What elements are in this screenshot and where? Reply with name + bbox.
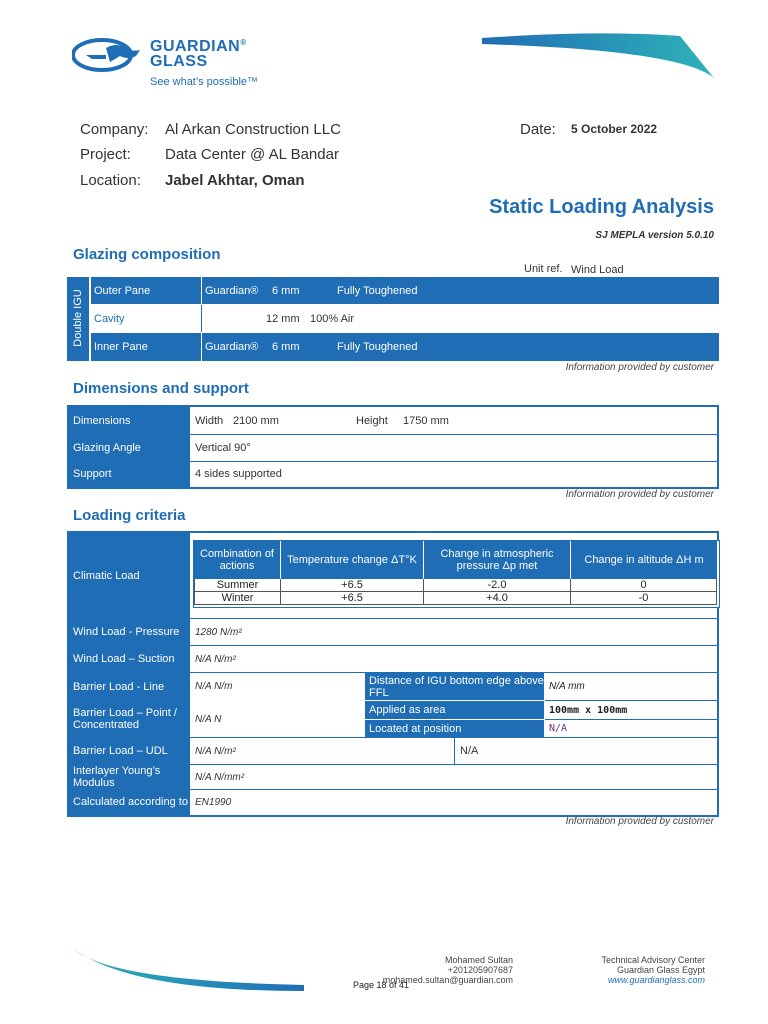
glazing-note: Information provided by customer [565, 362, 714, 373]
climatic-load-label: Climatic Load [73, 569, 140, 582]
footer-name: Mohamed Sultan [444, 955, 513, 965]
barrier-udl-value: N/A N/m² [195, 745, 236, 757]
height-label: Height [356, 414, 388, 427]
loading-note: Information provided by customer [565, 816, 714, 827]
glazing-angle-value: Vertical 90° [195, 441, 251, 454]
logo-line2: GLASS [150, 53, 208, 70]
dimensions-note: Information provided by customer [565, 489, 714, 500]
footer-website[interactable]: www.guardianglass.com [607, 975, 705, 985]
footer-company-name: Guardian Glass Egypt [616, 965, 705, 975]
applied-value: 100mm x 100mm [549, 704, 628, 716]
date-label: Date: [520, 121, 556, 138]
width-value: 2100 mm [233, 414, 279, 427]
wind-pressure-label: Wind Load - Pressure [73, 626, 180, 638]
calculated-label: Calculated according to [73, 796, 188, 808]
col-pressure: Change in atmospheric pressure Δp met [440, 548, 554, 572]
height-value: 1750 mm [403, 414, 449, 427]
unit-ref-value: Wind Load [571, 264, 624, 276]
header-swoosh-graphic [480, 30, 720, 80]
glazing-table [67, 277, 719, 361]
width-label: Width [195, 414, 224, 427]
youngs-modulus-label: Interlayer Young’s Modulus [73, 765, 161, 789]
barrier-line-value: N/A N/m [195, 681, 233, 692]
dimensions-section-title: Dimensions and support [73, 380, 249, 397]
software-version: SJ MEPLA version 5.0.10 [595, 230, 714, 241]
col-temperature: Temperature change ΔT°K [287, 554, 417, 566]
youngs-modulus-value: N/A N/mm² [195, 771, 245, 783]
calculated-value: EN1990 [195, 797, 232, 808]
igu-side-label: Double IGU [67, 277, 89, 361]
logo-reg: ® [240, 38, 247, 47]
loading-table [67, 531, 719, 817]
guardian-horse-icon [72, 38, 148, 72]
logo-tagline: See what’s possible™ [150, 76, 259, 88]
glazing-angle-label: Glazing Angle [73, 441, 141, 454]
glazing-row-outer: Outer Pane Guardian® 6 mm Fully Toughened [91, 277, 719, 304]
location-value: Jabel Akhtar, Oman [165, 172, 305, 189]
wind-pressure-value: 1280 N/m² [195, 626, 242, 638]
footer-phone: +201205907687 [447, 965, 513, 975]
barrier-line-label: Barrier Load - Line [73, 680, 165, 693]
barrier-udl-label: Barrier Load – UDL [73, 745, 168, 757]
guardian-logo [72, 38, 272, 92]
footer-company [601, 955, 705, 985]
dimensions-table [67, 405, 719, 489]
dimensions-label: Dimensions [73, 414, 131, 427]
located-label: Located at position [369, 722, 462, 735]
loading-section-title: Loading criteria [73, 507, 186, 524]
barrier-point-value: N/A N [195, 713, 222, 725]
support-label: Support [73, 468, 112, 480]
barrier-udl-extra: N/A [460, 745, 479, 757]
project-label: Project: [80, 146, 131, 163]
footer-swoosh-graphic [70, 945, 310, 995]
glazing-section-title: Glazing composition [73, 246, 221, 263]
page-number: Page 18 of 41 [353, 980, 410, 990]
date-value: 5 October 2022 [571, 122, 658, 136]
footer-center: Technical Advisory Center [601, 955, 705, 965]
barrier-point-label: Barrier Load – Point / Concentrated [73, 707, 177, 731]
distance-label: Distance of IGU bottom edge above FFL [369, 674, 544, 699]
applied-label: Applied as area [369, 704, 446, 716]
col-altitude: Change in altitude ΔH m [584, 554, 704, 566]
page-title: Static Loading Analysis [489, 196, 714, 218]
logo-line1: GUARDIAN [150, 38, 241, 55]
wind-suction-value: N/A N/m² [195, 653, 236, 665]
climatic-table: Combination of actions Temperature change ΔT°K Change in atmospheric pressure Δp met Change in altitude ΔH m Summer +6.5 -2.0 0 Winter +6.5 +4.0 -0 [193, 540, 720, 608]
company-value: Al Arkan Construction LLC [165, 121, 341, 138]
glazing-row-inner: Inner Pane Guardian® 6 mm Fully Toughened [91, 333, 719, 361]
glazing-row-cavity: Cavity 12 mm 100% Air [91, 305, 719, 332]
unit-ref-label: Unit ref. [524, 263, 563, 275]
wind-suction-label: Wind Load – Suction [73, 653, 175, 665]
distance-value: N/A mm [549, 681, 585, 692]
location-label: Location: [80, 172, 141, 189]
col-combination: Combination of actions [200, 548, 274, 572]
located-value: N/A [549, 723, 568, 734]
footer-email[interactable]: mohamed.sultan@guardian.com [382, 975, 513, 985]
support-value: 4 sides supported [195, 468, 282, 480]
project-value: Data Center @ AL Bandar [165, 146, 339, 163]
company-label: Company: [80, 121, 149, 138]
